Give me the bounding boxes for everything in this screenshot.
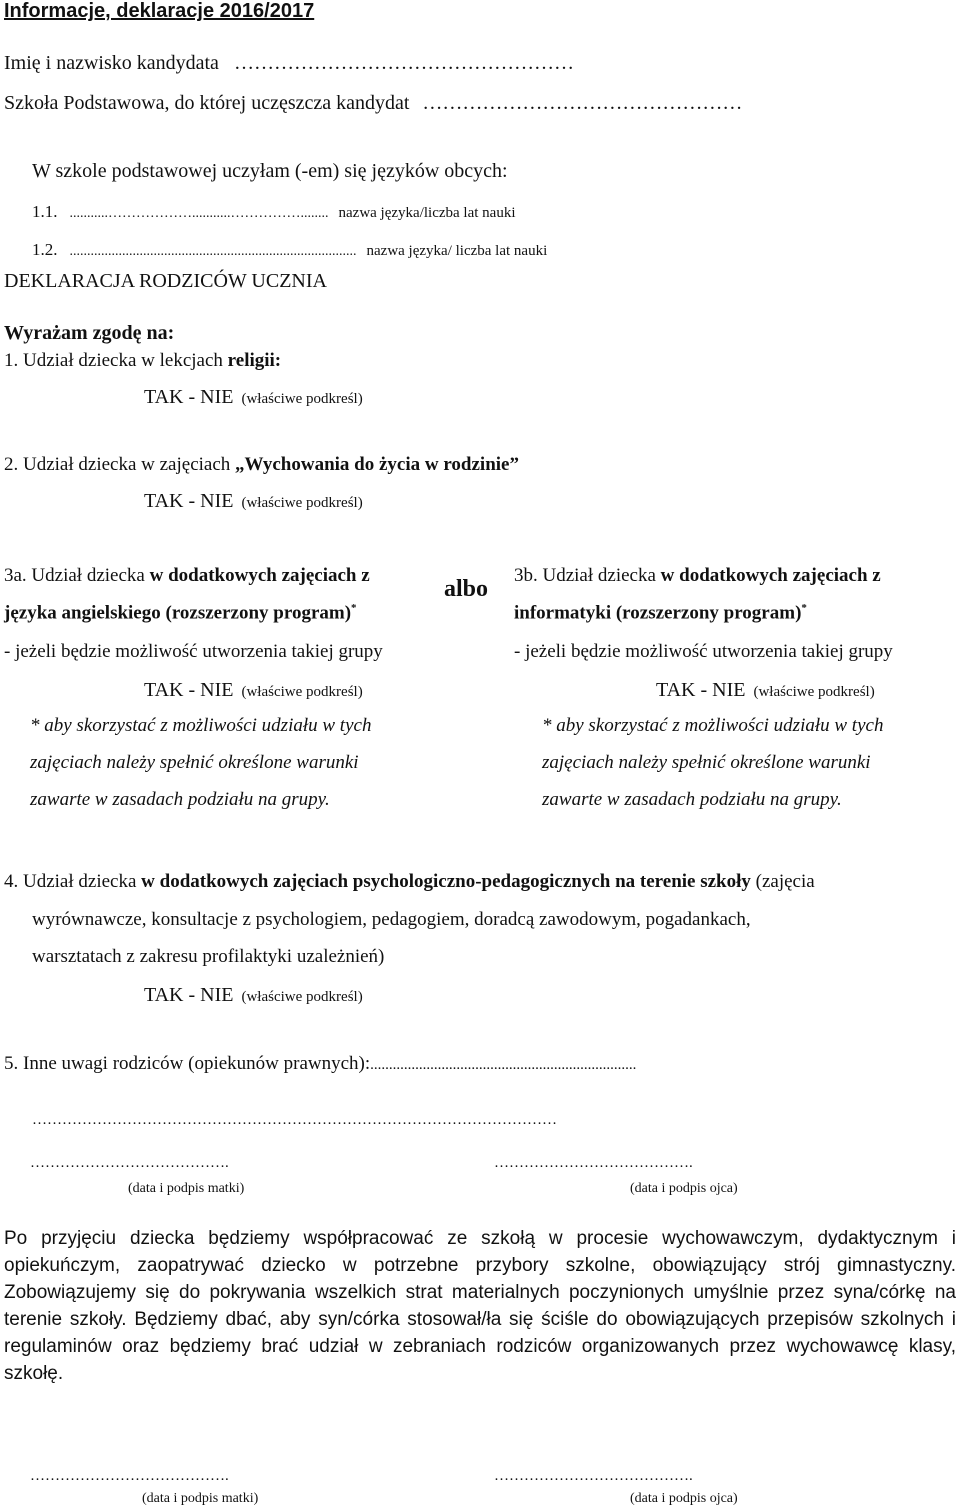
item-2-choice[interactable] xyxy=(144,490,363,513)
page-title: Informacje, deklaracje 2016/2017 xyxy=(4,0,315,22)
language-line-1-number: 1.1. xyxy=(32,202,58,221)
item-3a-choice[interactable] xyxy=(144,679,363,702)
underline-hint: (właściwe podkreśl) xyxy=(241,495,363,511)
item-3b-choice[interactable] xyxy=(656,679,875,702)
candidate-school-row xyxy=(4,92,742,115)
father-signature-caption-2: (data i podpis ojca) xyxy=(630,1491,738,1506)
item-3b-line2: informatyki (rozszerzony program)* xyxy=(514,602,807,624)
item-5-label: 5. Inne uwagi rodziców (opiekunów prawnych): xyxy=(4,1053,371,1074)
candidate-name-field[interactable]: …………………………………………… xyxy=(233,52,574,74)
language-line-1-note: nazwa języka/liczba lat nauki xyxy=(338,205,516,221)
commitment-paragraph: Po przyjęciu dziecka będziemy współpracować ze szkołą w procesie wychowawczym, dydaktycznym i opiekuńczym, zaopatrywać dziecko w potrzebne przybory szkolne, obowiązujący strój gimnastyczny. Zobowiązujemy się do pokrywania wszelkich strat materialnych poczynionych umyślnie przez syna/córkę na terenie szkoły. Będziemy dbać, aby syn/córka stosował/ła się ściśle do obowiązujących przepisów szkolnych i regulaminów oraz będziemy brać udział w zebraniach rodziców organizowanych przez wychowawcę klasy, szkołę. xyxy=(4,1228,956,1384)
item-5-field-line2[interactable]: …………………………………………………………………………………………… xyxy=(32,1112,557,1128)
item-3a-condition: - jeżeli będzie możliwość utworzenia takiej grupy xyxy=(4,641,383,662)
language-line-2-number: 1.2. xyxy=(32,240,58,259)
item-3b-footnote-3: zawarte w zasadach podziału na grupy. xyxy=(542,789,842,810)
candidate-school-field[interactable]: ………………………………………… xyxy=(422,92,743,114)
consent-heading: Wyrażam zgodę na: xyxy=(4,322,175,344)
item-3a-line1: 3a. Udział dziecka w dodatkowych zajęciach z xyxy=(4,565,370,586)
language-line-2 xyxy=(32,240,547,260)
yes-no-option[interactable]: TAK - NIE xyxy=(144,490,234,512)
underline-hint: (właściwe podkreśl) xyxy=(241,989,363,1005)
language-line-2-note: nazwa języka/ liczba lat nauki xyxy=(366,243,548,259)
item-3a-line2: języka angielskiego (rozszerzony program)* xyxy=(4,602,357,624)
mother-signature-line[interactable]: …………………………………. xyxy=(30,1155,229,1171)
item-4-choice[interactable] xyxy=(144,984,363,1007)
item-3a-footnote-1: * aby skorzystać z możliwości udziału w tych xyxy=(30,715,372,736)
language-line-1 xyxy=(32,202,516,222)
item-4-line2: wyrównawcze, konsultacje z psychologiem, pedagogiem, doradcą zawodowym, pogadankach, xyxy=(32,909,751,930)
item-4-line3: warsztatach z zakresu profilaktyki uzależnień) xyxy=(32,946,385,967)
candidate-name-row xyxy=(4,52,574,75)
languages-intro: W szkole podstawowej uczyłam (-em) się języków obcych: xyxy=(32,160,508,182)
candidate-school-label: Szkoła Podstawowa, do której uczęszcza kandydat xyxy=(4,92,410,114)
father-signature-caption: (data i podpis ojca) xyxy=(630,1181,738,1196)
item-1-choice[interactable] xyxy=(144,386,363,409)
item-3b-line1: 3b. Udział dziecka w dodatkowych zajęciach z xyxy=(514,565,881,586)
yes-no-option[interactable]: TAK - NIE xyxy=(144,386,234,408)
item-2: 2. Udział dziecka w zajęciach „Wychowania do życia w rodzinie” xyxy=(4,454,519,475)
underline-hint: (właściwe podkreśl) xyxy=(241,391,363,407)
yes-no-option[interactable]: TAK - NIE xyxy=(144,984,234,1006)
father-signature-line-2[interactable]: …………………………………. xyxy=(494,1468,693,1484)
father-signature-line[interactable]: …………………………………. xyxy=(494,1155,693,1171)
language-line-2-field[interactable]: .................................................................................. xyxy=(69,244,357,259)
item-5-field[interactable]: ....................................................................... xyxy=(370,1057,637,1073)
item-3b-footnote-2: zajęciach należy spełnić określone warunki xyxy=(542,752,871,773)
yes-no-option[interactable]: TAK - NIE xyxy=(656,679,746,701)
declaration-heading: DEKLARACJA RODZICÓW UCZNIA xyxy=(4,270,327,292)
mother-signature-caption-2: (data i podpis matki) xyxy=(142,1491,259,1506)
language-line-1-field[interactable]: ...........………………...........……………........ xyxy=(69,206,329,221)
mother-signature-line-2[interactable]: …………………………………. xyxy=(30,1468,229,1484)
item-1: 1. Udział dziecka w lekcjach religii: xyxy=(4,350,282,371)
item-3a-footnote-2: zajęciach należy spełnić określone warunki xyxy=(30,752,359,773)
item-4-line1: 4. Udział dziecka w dodatkowych zajęciach psychologiczno-pedagogicznych na terenie szkoły (zajęcia xyxy=(4,871,815,892)
mother-signature-caption: (data i podpis matki) xyxy=(128,1181,245,1196)
albo-separator: albo xyxy=(444,576,489,602)
item-3a-footnote-3: zawarte w zasadach podziału na grupy. xyxy=(30,789,330,810)
underline-hint: (właściwe podkreśl) xyxy=(753,684,875,700)
candidate-name-label: Imię i nazwisko kandydata xyxy=(4,52,219,74)
item-3b-footnote-1: * aby skorzystać z możliwości udziału w tych xyxy=(542,715,884,736)
item-3b-condition: - jeżeli będzie możliwość utworzenia takiej grupy xyxy=(514,641,893,662)
yes-no-option[interactable]: TAK - NIE xyxy=(144,679,234,701)
underline-hint: (właściwe podkreśl) xyxy=(241,684,363,700)
item-5 xyxy=(4,1053,636,1075)
